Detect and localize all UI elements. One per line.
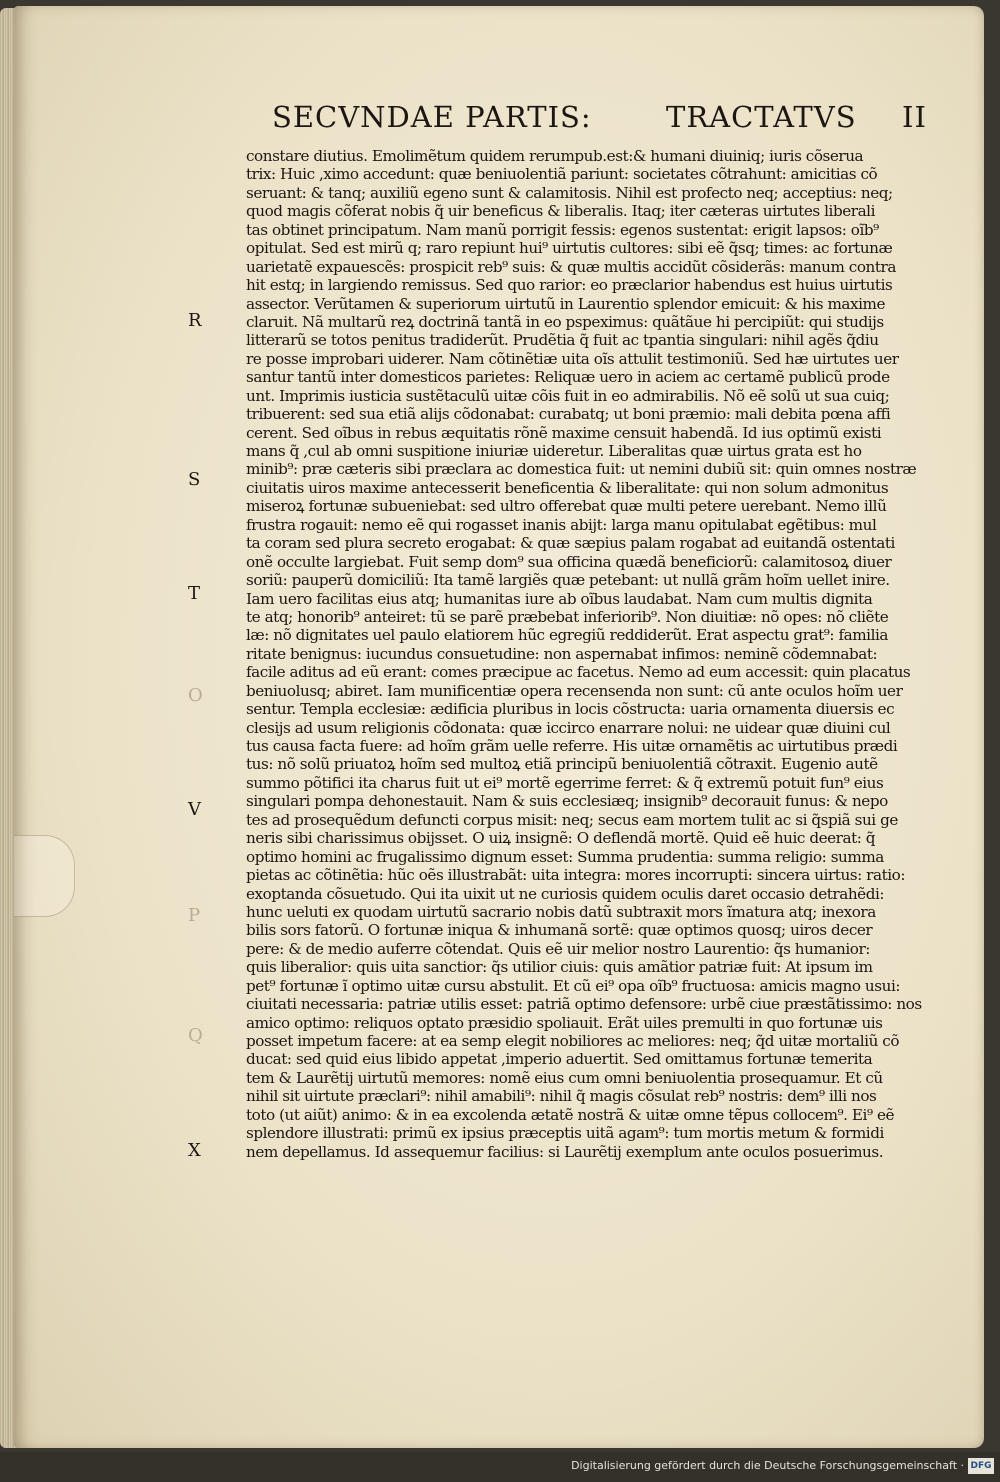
text-line: Iam uero facilitas eius atq; humanitas iure ab oĩbus laudabat. Nam cum multis dignita xyxy=(246,589,873,608)
text-line: uarietatẽ expauescẽs: prospicit reb⁹ suis: & quæ multis accidũt cõsiderãs: manum contra xyxy=(246,257,896,276)
text-line: bilis sors fatorũ. O fortunæ iniqua & inhumanã sortẽ: quæ optimos quosq; uiros decer xyxy=(246,921,873,940)
text-line: hunc ueluti ex quodam uirtutũ sacrario nobis datũ subtraxit mors ĩmatura atq; inexora xyxy=(246,902,876,921)
text-line: constare diutius. Emolimẽtum quidem rerumpub.est:& humani diuiniq; iuris cõserua xyxy=(246,147,864,165)
text-line: tas obtinet principatum. Nam manũ porrigit fessis: egenos sustentat: erigit lapsos: oĩb⁹ xyxy=(246,220,879,239)
text-line: pietas ac cõtinẽtia: hũc oẽs illustrabãt: uita integra: mores incorrupti: sincera uirtus: ratio: xyxy=(246,866,906,885)
text-line: singulari pompa dehonestauit. Nam & suis ecclesiæq; insignib⁹ decorauit funus: & nepo xyxy=(246,792,888,811)
page-tab-mark xyxy=(14,835,75,917)
text-line: opitulat. Sed est mirũ q; raro repiunt hui⁹ uirtutis cultores: sibi eẽ q̃sq; times: ac fortunæ xyxy=(246,239,893,258)
text-line: exoptanda cõsuetudo. Qui ita uixit ut ne curiosis quidem oculis daret occasio detrahẽdi: xyxy=(246,884,885,903)
text-line: miseroꝝ fortunæ subueniebat: sed ultro offerebat quæ multi petere uerebant. Nemo illũ xyxy=(246,497,887,516)
margin-signature-faint: O xyxy=(188,685,203,706)
footer-bar xyxy=(0,1452,1000,1482)
text-line: tribuerent: sed sua etiã alijs cõdonabat: curabatq; ut boni præmio: mali debita pœna affi xyxy=(246,405,891,424)
text-line: re posse improbari uiderer. Nam cõtinẽtiæ uita oĩs attulit testimoniũ. Sed hæ uirtutes uer xyxy=(246,349,899,368)
text-line: cerent. Sed oĩbus in rebus æquitatis rõnẽ maxime censuit habendã. Id ius optimũ existi xyxy=(246,423,882,442)
text-line: unt. Imprimis iusticia sustẽtaculũ uitæ cõis fuit in eo admirabilis. Nõ eẽ solũ ut sua cuiq; xyxy=(246,386,890,405)
text-line: toto (ut aiũt) animo: & in ea excolenda ætatẽ nostrã & uitæ omne tẽpus collocem⁹. Ei⁹ eẽ xyxy=(246,1105,895,1124)
margin-signature: S xyxy=(188,469,201,490)
footer-credit: Digitalisierung gefördert durch die Deutsche Forschungsgemeinschaft · xyxy=(571,1459,964,1472)
margin-signature: R xyxy=(188,310,202,331)
body-text xyxy=(246,147,951,1161)
text-line: tus: nõ solũ priuatoꝝ hoĩm sed multoꝝ etiã principũ beniuolentiã cõtraxit. Eugenio autẽ xyxy=(246,755,878,774)
margin-signature-faint: Q xyxy=(188,1025,203,1046)
text-line: sentur. Templa ecclesiæ: ædificia pluribus in locis cõstructa: uaria ornamenta diuersis ec xyxy=(246,700,895,719)
text-line: pere: & de medio auferre cõtendat. Quis eẽ uir melior nostro Laurentio: q̃s humanior: xyxy=(246,939,870,958)
text-line: trix: Huic ,ximo accedunt: quæ beniuolentiã pariunt: societates cõtrahunt: amicitias cõ xyxy=(246,165,878,184)
text-line: tem & Laurẽtij uirtutũ memores: nomẽ eius cum omni beniuolentia prosequamur. Et cũ xyxy=(246,1068,883,1087)
text-line: summo põtifici ita charus fuit ut ei⁹ mortẽ egerrime ferret: & q̃ extremũ potuit fun⁹ eius xyxy=(246,773,884,792)
text-line: hit estq; in largiendo remissus. Sed quo rarior: eo præclarior habendus est huius uirtutis xyxy=(246,276,893,295)
running-head-center: TRACTATVS xyxy=(666,100,857,134)
text-line: te atq; honorib⁹ anteiret: tũ se parẽ præbebat inferiorib⁹. Non diuitiæ: nõ opes: nõ cliẽte xyxy=(246,607,889,626)
text-line: tus causa facta fuere: ad hoĩm grãm uelle referre. His uitæ ornamẽtis ac uirtutibus prædi xyxy=(246,737,898,755)
text-line: optimo homini ac frugalissimo dignum esset: Summa prudentia: summa religio: summa xyxy=(246,847,884,866)
text-line: santur tantũ inter domesticos parietes: Reliquæ uero in aciem ac certamẽ publicũ prode xyxy=(246,368,890,387)
text-line: litterarũ se totos penitus tradiderũt. Prudẽtia q̃ fuit ac tpantia singulari: nihil agẽs q̃diu xyxy=(246,331,879,350)
text-line: seruant: & tanq; auxiliũ egeno sunt & calamitosis. Nihil est profecto neq; acceptius: neq; xyxy=(246,183,893,202)
text-line: claruit. Nã multarũ reꝝ doctrinã tantã in eo pspeximus: quãtãue hi percipiũt: qui studijs xyxy=(246,312,884,331)
text-line: ciuitatis uiros maxime antecesserit beneficentia & liberalitate: qui non solum admonitus xyxy=(246,478,889,497)
text-line: pet⁹ fortunæ ĩ optimo uitæ cursu abstulit. Et cũ ei⁹ opa oĩb⁹ fructuosa: amicis magno usui: xyxy=(246,976,901,995)
text-line: posset impetum facere: at ea semp elegit nobiliores ac meliores: neq; q̃d uitæ mortaliũ cõ xyxy=(246,1032,900,1050)
margin-signature-faint: P xyxy=(188,905,201,926)
text-line: beniuolusq; abiret. Iam munificentiæ opera recensenda non sunt: cũ ante oculos hoĩm uer xyxy=(246,681,903,700)
text-line: frustra rogauit: nemo eẽ qui rogasset inanis abijt: larga manu opitulabat egẽtibus: mul xyxy=(246,515,877,534)
margin-signature: V xyxy=(188,799,201,820)
text-line: quod magis cõferat nobis q̃ uir beneficus & liberalis. Itaq; iter cæteras uirtutes liberali xyxy=(246,202,875,221)
text-line: ta coram sed plura secreto erogabat: & quæ sæpius palam rogabat ad euitandã ostentati xyxy=(246,534,895,553)
text-line: amico optimo: reliquos optato præsidio spoliauit. Erãt uiles premulti in quo fortunæ uis xyxy=(246,1013,883,1032)
text-line: ciuitati necessaria: patriæ utilis esset: patriã optimo defensore: urbẽ ciue præstãtissimo: nos xyxy=(246,995,922,1014)
text-line: læ: nõ dignitates uel paulo elatiorem hũc egregiũ reddiderũt. Erat aspectu grat⁹: familia xyxy=(246,626,889,645)
text-line: ritate benignus: iucundus consuetudine: non aspernabat infimos: neminẽ cõdemnabat: xyxy=(246,644,878,663)
running-head xyxy=(272,100,932,144)
text-line: clesijs ad usum religionis cõdonata: quæ iccirco enarrare nolui: ne uidear quæ diuini cul xyxy=(246,718,891,737)
text-line: assector. Verũtamen & superiorum uirtutũ in Laurentio splendor emicuit: & his maxime xyxy=(246,294,886,313)
text-line: quis liberalior: quis uita sanctior: q̃s utilior ciuis: quis amãtior patriæ fuit: At ipsum im xyxy=(246,958,873,977)
text-line: mans q̃ ,cul ab omni suspitione iniuriæ uideretur. Liberalitas quæ uirtus grata est ho xyxy=(246,442,862,460)
text-line: minib⁹: præ cæteris sibi præclara ac domestica fuit: ut nemini dubiũ sit: quin omnes nostræ xyxy=(246,460,917,479)
text-line: facile aditus ad eũ erant: comes præcipue ac facetus. Nemo ad eum accessit: quin placatus xyxy=(246,663,911,682)
margin-signature: T xyxy=(188,583,201,604)
text-line: splendore illustrati: primũ ex ipsius præceptis uitã agam⁹: tum mortis metum & formidi xyxy=(246,1124,884,1143)
text-line: tes ad prosequẽdum defuncti corpus misit: neq; secus eam mortem tulit ac si q̃spiã sui ge xyxy=(246,810,898,829)
dfg-logo-icon: DFG xyxy=(968,1458,994,1474)
text-line: onẽ occulte largiebat. Fuit semp dom⁹ sua officina quædã beneficiorũ: calamitosoꝝ diuer xyxy=(246,552,892,571)
text-line: soriũ: pauperũ domiciliũ: Ita tamẽ largiẽs quæ petebant: ut nullã grãm hoĩm uellet inire. xyxy=(246,571,890,590)
text-line: ducat: sed quid eius libido appetat ,imperio aduertit. Sed omittamus fortunæ temerita xyxy=(246,1050,873,1069)
margin-signature: X xyxy=(188,1140,201,1161)
running-head-left: SECVNDAE PARTIS: xyxy=(272,100,592,134)
text-line: nem depellamus. Id assequemur facilius: si Laurẽtij exemplum ante oculos posuerimus. xyxy=(246,1142,884,1161)
text-line: nihil sit uirtute præclari⁹: nihil amabili⁹: nihil q̃ magis cõsulat reb⁹ nostris: dem⁹ illi nos xyxy=(246,1087,877,1106)
folio-number: II xyxy=(902,100,927,134)
text-line: neris sibi charissimus obijsset. O uiꝝ insignẽ: O deflendã mortẽ. Quid eẽ huic deerat: q̃ xyxy=(246,829,876,848)
